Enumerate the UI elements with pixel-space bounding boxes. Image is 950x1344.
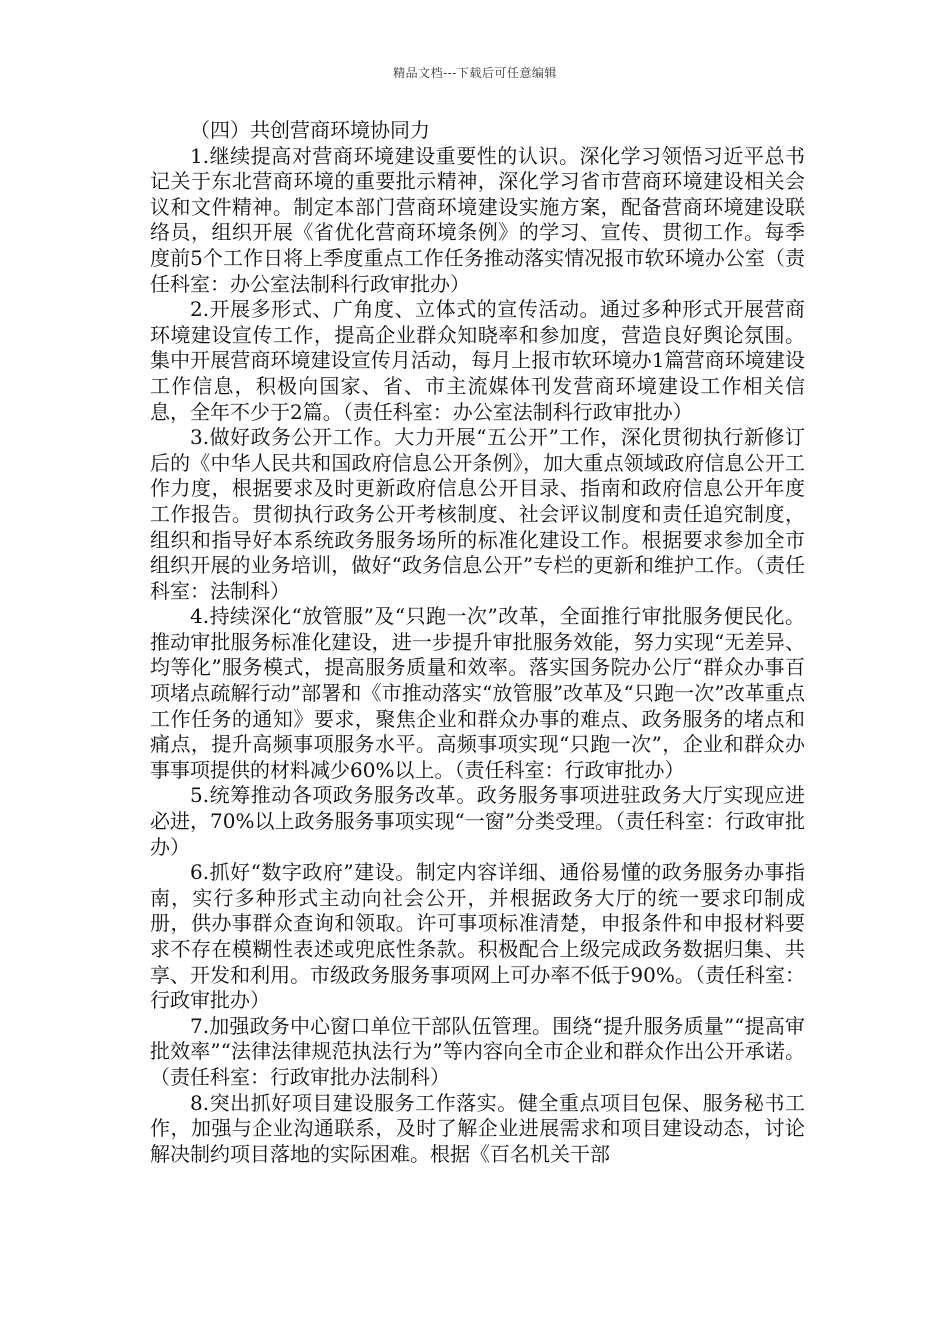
paragraph-3: 3.做好政务公开工作。大力开展“五公开”工作，深化贯彻执行新修订后的《中华人民共和国政府信息公开条例》，加大重点领域政府信息公开工作力度，根据要求及时更新政府信息公开目录、指南和政府信息公开年度工作报告。贯彻执行政务公开考核制度、社会评议制度和责任追究制度，组织和指导好本系统政务服务场所的标准化建设工作。根据要求参加全市组织开展的业务培训，做好“政务信息公开”专栏的更新和维护工作。（责任科室：法制科） xyxy=(150,425,805,603)
document-body xyxy=(150,118,805,1167)
paragraph-2: 2.开展多形式、广角度、立体式的宣传活动。通过多种形式开展营商环境建设宣传工作，提高企业群众知晓率和参加度，营造良好舆论氛围。集中开展营商环境建设宣传月活动，每月上报市软环境办1篇营商环境建设工作信息，积极向国家、省、市主流媒体刊发营商环境建设工作相关信息，全年不少于2篇。（责任科室：办公室法制科行政审批办） xyxy=(150,297,805,424)
paragraph-5: 5.统筹推动各项政务服务改革。政务服务事项进驻政务大厅实现应进必进，70%以上政务服务事项实现“一窗”分类受理。（责任科室：行政审批办） xyxy=(150,783,805,859)
paragraph-7: 7.加强政务中心窗口单位干部队伍管理。围绕“提升服务质量”“提高审批效率”“法律法律规范执法行为”等内容向全市企业和群众作出公开承诺。（责任科室：行政审批办法制科） xyxy=(150,1013,805,1089)
page-header: 精品文档---下载后可任意编辑 xyxy=(393,66,557,80)
paragraph-6: 6.抓好“数字政府”建设。制定内容详细、通俗易懂的政务服务办事指南，实行多种形式主动向社会公开，并根据政务大厅的统一要求印制成册，供办事群众查询和领取。许可事项标准清楚，申报条件和申报材料要求不存在模糊性表述或兜底性条款。积极配合上级完成政务数据归集、共享、开发和利用。市级政务服务事项网上可办率不低于90%。（责任科室：行政审批办） xyxy=(150,860,805,1013)
paragraph-1: 1.继续提高对营商环境建设重要性的认识。深化学习领悟习近平总书记关于东北营商环境的重要批示精神，深化学习省市营商环境建设相关会议和文件精神。制定本部门营商环境建设实施方案，配备营商环境建设联络员，组织开展《省优化营商环境条例》的学习、宣传、贯彻工作。每季度前5个工作日将上季度重点工作任务推动落实情况报市软环境办公室（责任科室：办公室法制科行政审批办） xyxy=(150,143,805,296)
section-heading: （四）共创营商环境协同力 xyxy=(190,118,430,142)
paragraph-4: 4.持续深化“放管服”及“只跑一次”改革，全面推行审批服务便民化。推动审批服务标准化建设，进一步提升审批服务效能，努力实现“无差异、均等化”服务模式，提高服务质量和效率。落实国务院办公厅“群众办事百项堵点疏解行动”部署和《市推动落实“放管服”改革及“只跑一次”改革重点工作任务的通知》要求，聚焦企业和群众办事的难点、政务服务的堵点和痛点，提升高频事项服务水平。高频事项实现“只跑一次”，企业和群众办事事项提供的材料减少60%以上。（责任科室：行政审批办） xyxy=(150,604,805,782)
paragraph-8: 8.突出抓好项目建设服务工作落实。健全重点项目包保、服务秘书工作，加强与企业沟通联系，及时了解企业进展需求和项目建设动态，讨论解决制约项目落地的实际困难。根据《百名机关干部 xyxy=(150,1090,805,1166)
